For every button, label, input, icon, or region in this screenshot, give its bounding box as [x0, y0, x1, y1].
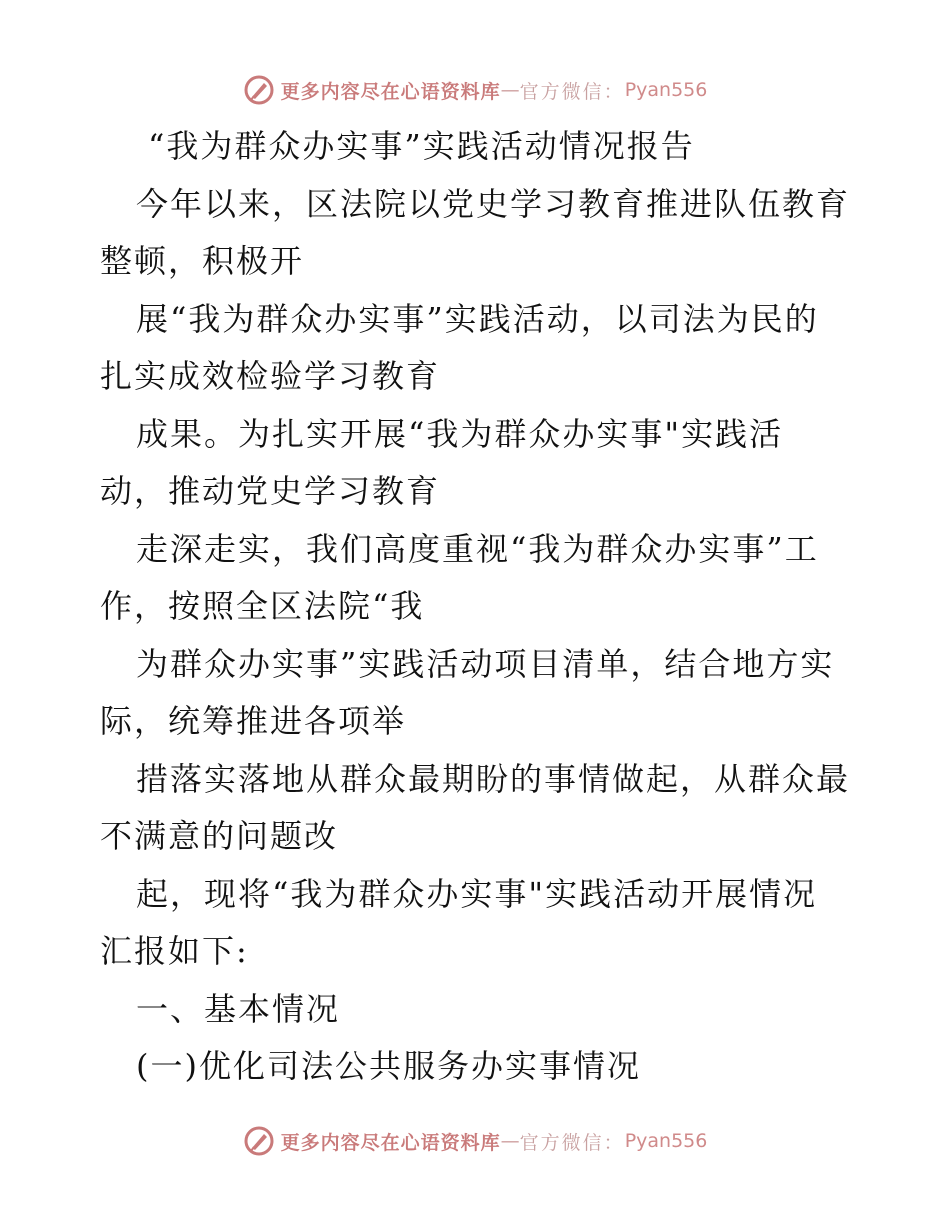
paragraph-line: 不满意的问题改	[100, 817, 339, 855]
quill-logo-icon	[243, 1125, 275, 1157]
document-body	[100, 118, 860, 1096]
subsection-heading: (一)优化司法公共服务办实事情况	[136, 1047, 641, 1085]
paragraph-line: 际，统筹推进各项举	[100, 702, 407, 740]
footer-watermark	[0, 1121, 950, 1161]
paragraph-line: 扎实成效检验学习教育	[100, 357, 441, 395]
watermark-separator: —	[500, 79, 520, 101]
paragraph-line: 展“我为群众办实事”实践活动，以司法为民的	[136, 299, 819, 338]
paragraph-line: 动，推动党史学习教育	[100, 472, 441, 510]
paragraph-line: 为群众办实事”实践活动项目清单，结合地方实	[136, 644, 835, 683]
watermark-id: Pyan556	[624, 1130, 708, 1152]
paragraph-line: 今年以来，区法院以党史学习教育推进队伍教育	[136, 184, 851, 223]
paragraph-line: 整顿，积极开	[100, 242, 305, 280]
paragraph-line: 成果。为扎实开展“我为群众办实事"实践活	[136, 414, 784, 453]
paragraph-line: 走深走实，我们高度重视“我为群众办实事”工	[136, 529, 819, 568]
paragraph-line: 作，按照全区法院“我	[100, 587, 425, 625]
watermark-id: Pyan556	[624, 79, 708, 101]
quill-logo-icon	[243, 74, 275, 106]
paragraph-line: 起，现将“我为群众办实事"实践活动开展情况	[136, 874, 818, 913]
paragraph-line: 汇报如下:	[100, 932, 249, 970]
watermark-main-text: 更多内容尽在心语资料库	[280, 1131, 501, 1154]
section-heading: 一、基本情况	[136, 989, 341, 1028]
document-title: “我为群众办实事”实践活动情况报告	[148, 127, 695, 165]
paragraph-line: 措落实落地从群众最期盼的事情做起，从群众最	[136, 759, 851, 798]
watermark-separator: —	[500, 1130, 520, 1152]
watermark-main-text: 更多内容尽在心语资料库	[280, 80, 501, 103]
watermark-sub-text: 官方微信：	[519, 80, 625, 103]
header-watermark	[0, 70, 950, 110]
watermark-sub-text: 官方微信：	[519, 1131, 625, 1154]
